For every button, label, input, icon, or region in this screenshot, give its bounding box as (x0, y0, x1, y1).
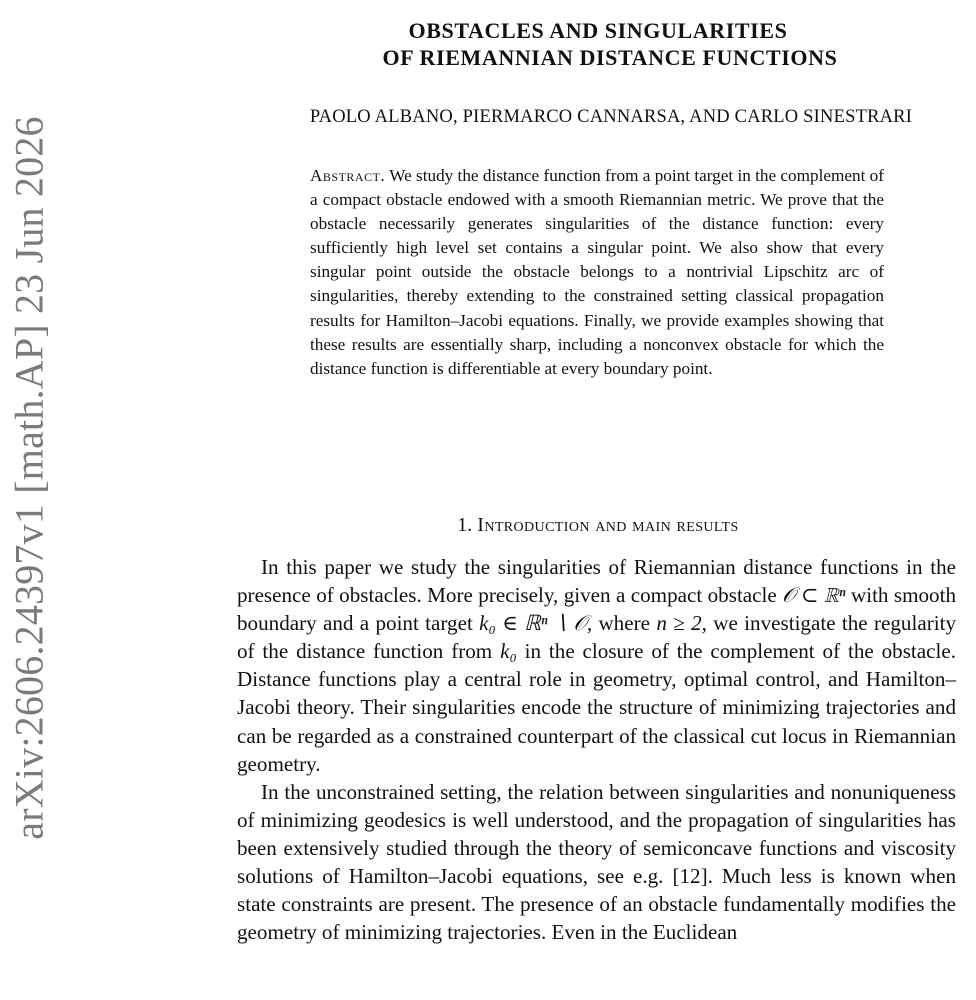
abstract (310, 164, 884, 381)
author-list: PAOLO ALBANO, PIERMARCO CANNARSA, AND CARLO SINESTRARI (309, 107, 913, 127)
body-text (237, 553, 956, 946)
math-dimension: n ≥ 2 (656, 611, 702, 636)
paragraph-1-text-e: in the closure of the complement of the obstacle. Distance functions play a central role in geometry, optimal control, and Hamilton–Jacobi theory. Their singularities encode the structure of minimizing trajectories and can be regarded as a constrained counterpart of the classical cut locus in Riemannian geometry. (237, 639, 956, 776)
math-k0: k₀ (500, 639, 517, 664)
math-obstacle-subset: 𝒪 ⊂ ℝⁿ (782, 583, 846, 608)
paragraph-1-text-b: with smooth boundary and a point target (237, 583, 957, 636)
section-heading (258, 511, 938, 539)
section-number: 1. (457, 514, 473, 536)
paragraph-1-text-a: In this paper we study the singularities of Riemannian distance functions in the presence of obstacles. More precisely, given a compact obstacle (237, 555, 956, 608)
abstract-text: We study the distance function from a point target in the complement of a compact obstacle endowed with a smooth Riemannian metric. We prove that the obstacle necessarily generates singularities of the distance function: every sufficiently high level set contains a singular point. We also show that every singular point outside the obstacle belongs to a nontrivial Lipschitz arc of singularities, thereby extending to the constrained setting classical propagation results for Hamilton–Jacobi equations. Finally, we provide examples showing that these results are essentially sharp, including a nonconvex obstacle for which the distance function is differentiable at every boundary point. (310, 166, 884, 378)
abstract-label: Abstract. (310, 166, 386, 185)
paragraph-1-text-c: , where (586, 611, 657, 636)
paper-title-line-1: OBSTACLES AND SINGULARITIES (408, 18, 788, 43)
paper-title-line-2: OF RIEMANNIAN DISTANCE FUNCTIONS (382, 45, 838, 70)
arxiv-side-stamp (0, 108, 58, 848)
math-target-point: k₀ ∈ ℝⁿ ∖ 𝒪 (479, 611, 587, 636)
paragraph-1 (237, 553, 956, 778)
paragraph-1-text-d: , we investigate the regularity of the distance function from (237, 611, 956, 664)
arxiv-identifier: arXiv:2606.24397v1 [math.AP] 23 Jun 2026 (6, 116, 52, 840)
paragraph-2: In the unconstrained setting, the relation between singularities and nonuniqueness of minimizing geodesics is well understood, and the propagation of singularities has been extensively studied through the theory of semiconcave functions and viscosity solutions of Hamilton–Jacobi equations, see e.g. [12]. Much less is known when state constraints are present. The presence of an obstacle fundamentally modifies the geometry of minimizing trajectories. Even in the Euclidean (237, 779, 956, 945)
section-title: Introduction and main results (477, 514, 739, 536)
